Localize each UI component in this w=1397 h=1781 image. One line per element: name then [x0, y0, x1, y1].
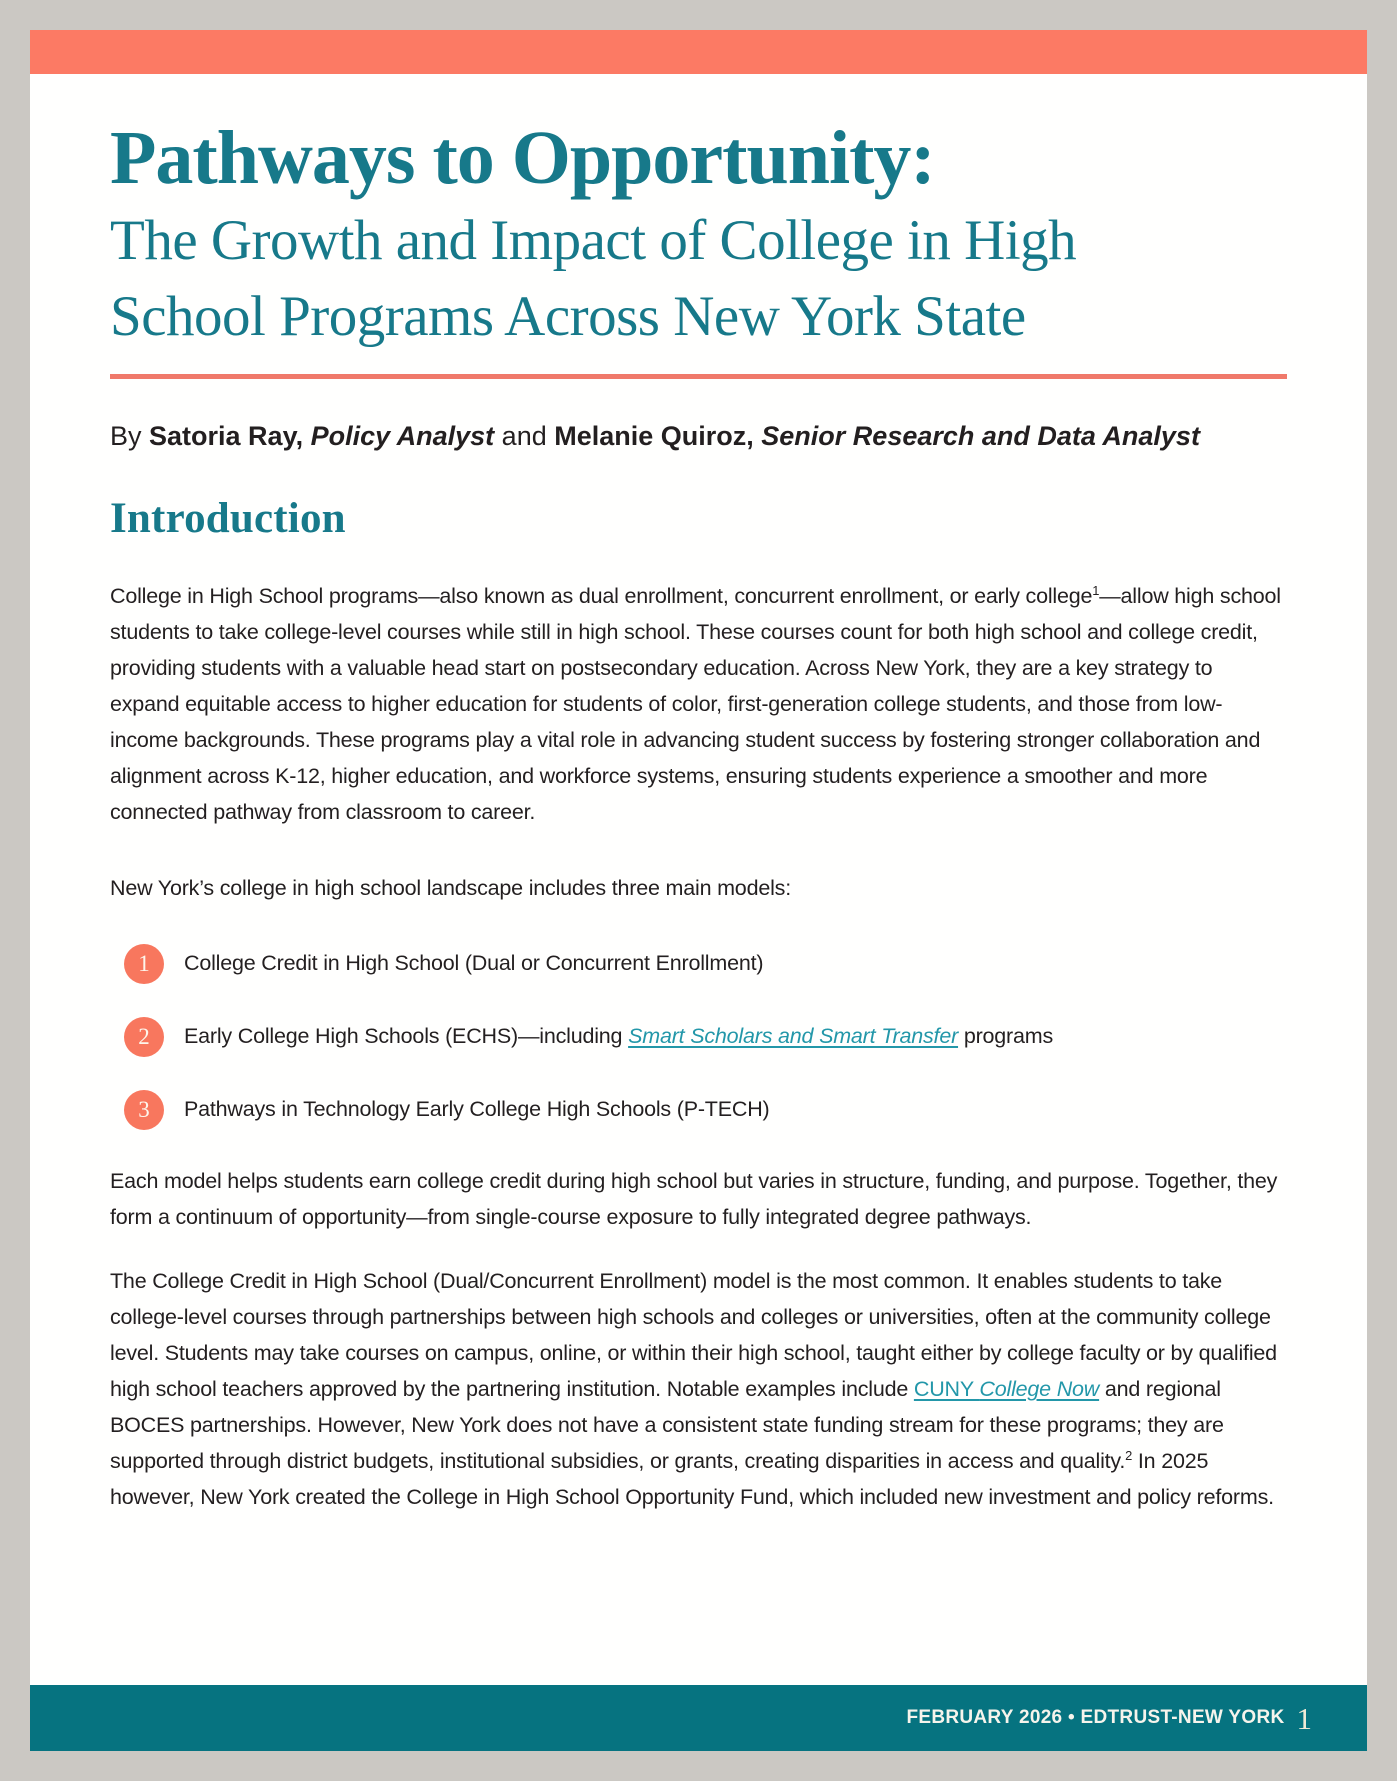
- page-title-sub-line1: The Growth and Impact of College in High: [110, 208, 1077, 272]
- intro-paragraph-2: Each model helps students earn college credit during high school but varies in structure, funding, and purpose. Together, they form a continuum of opportunity—from single-course exposure to fully integrated degree pathways.: [110, 1169, 1278, 1230]
- footnote-marker-2: 2: [1125, 1448, 1133, 1464]
- byline-author-2: Melanie Quiroz,: [554, 420, 754, 451]
- list-number-badge-1: 1: [124, 944, 164, 984]
- intro-p3-text-3: In 2025 however, New York created the College in High School Opportunity Fund, which included new investment and policy reforms.: [110, 1449, 1274, 1510]
- title-divider-rule: [110, 374, 1287, 379]
- smart-scholars-link[interactable]: Smart Scholars and Smart Transfer: [628, 1024, 959, 1049]
- page-title-sub-line2: School Programs Across New York State: [110, 284, 1026, 348]
- section-heading-introduction: Introduction: [110, 494, 346, 542]
- list-item-text: College Credit in High School (Dual or Concurrent Enrollment): [184, 951, 764, 976]
- byline-prefix: By: [110, 420, 150, 451]
- byline-author-1: Satoria Ray,: [149, 420, 304, 451]
- intro-p1-text-after-footnote: —allow high school students to take college-level courses while still in high school. These courses count for both high school and college credit, providing students with a valuable head start on postsecondary education. Across New York, they are a key strategy to expand equitable access to higher education for students of color, first-generation college students, and those from low-income backgrounds. These programs play a vital role in advancing student success by fostering stronger collaboration and alignment across K-12, higher education, and workforce systems, ensuring students experience a smoother and more connected pathway from classroom to career.: [110, 584, 1281, 825]
- byline: [110, 419, 1287, 454]
- top-accent-bar: [30, 30, 1367, 74]
- list-item-ptech: [124, 1090, 1287, 1130]
- models-numbered-list: [110, 944, 1287, 1130]
- page-title: [110, 116, 1287, 350]
- models-lead-sentence: New York’s college in high school landscape includes three main models:: [110, 876, 791, 901]
- byline-role-1: Policy Analyst: [303, 420, 495, 451]
- cuny-link-plain-text: CUNY: [913, 1377, 980, 1402]
- cuny-link-italic-text: College Now: [979, 1377, 1100, 1402]
- cuny-college-now-link[interactable]: [914, 1377, 1099, 1401]
- page-content: [30, 74, 1367, 1685]
- list-item-text: Pathways in Technology Early College High Schools (P-TECH): [184, 1097, 770, 1122]
- byline-role-2: Senior Research and Data Analyst: [753, 420, 1200, 451]
- list-number-badge-2: 2: [124, 1017, 164, 1057]
- footer-publication-info: FEBRUARY 2026 • EDTRUST-NEW YORK: [906, 1707, 1285, 1728]
- intro-p1-text-before-footnote: College in High School programs—also known as dual enrollment, concurrent enrollment, or early college: [110, 584, 1093, 609]
- page-title-main: Pathways to Opportunity:: [110, 116, 935, 200]
- footnote-marker-1: 1: [1092, 583, 1100, 599]
- intro-paragraph-3: [110, 1263, 1287, 1515]
- list-item-echs-post-text: programs: [958, 1024, 1054, 1049]
- list-item-text: [184, 1023, 1053, 1051]
- intro-p3-text-1: The College Credit in High School (Dual/Concurrent Enrollment) model is the most common. It enables students to take college-level courses through partnerships between high schools and colleges or universities, often at the community college level. Students may take courses on campus, online, or within their high school, taught either by college faculty or by qualified high school teachers approved by the partnering institution. Notable examples include: [110, 1269, 1277, 1402]
- intro-p3-text-2: and regional BOCES partnerships. However, New York does not have a consistent state funding stream for these programs; they are supported through district budgets, institutional subsidies, or grants, creating disparities in access and quality.: [110, 1377, 1224, 1474]
- list-item-echs: [124, 1017, 1287, 1057]
- list-item-dual-enrollment: [124, 944, 1287, 984]
- footer-page-number: 1: [1296, 1700, 1312, 1736]
- list-item-echs-pre-text: Early College High Schools (ECHS)—including: [184, 1024, 629, 1049]
- report-page: [30, 30, 1367, 1751]
- intro-paragraph-1: [110, 578, 1287, 830]
- page-footer: [30, 1685, 1367, 1751]
- byline-conjunction: and: [494, 420, 555, 451]
- list-number-badge-3: 3: [124, 1090, 164, 1130]
